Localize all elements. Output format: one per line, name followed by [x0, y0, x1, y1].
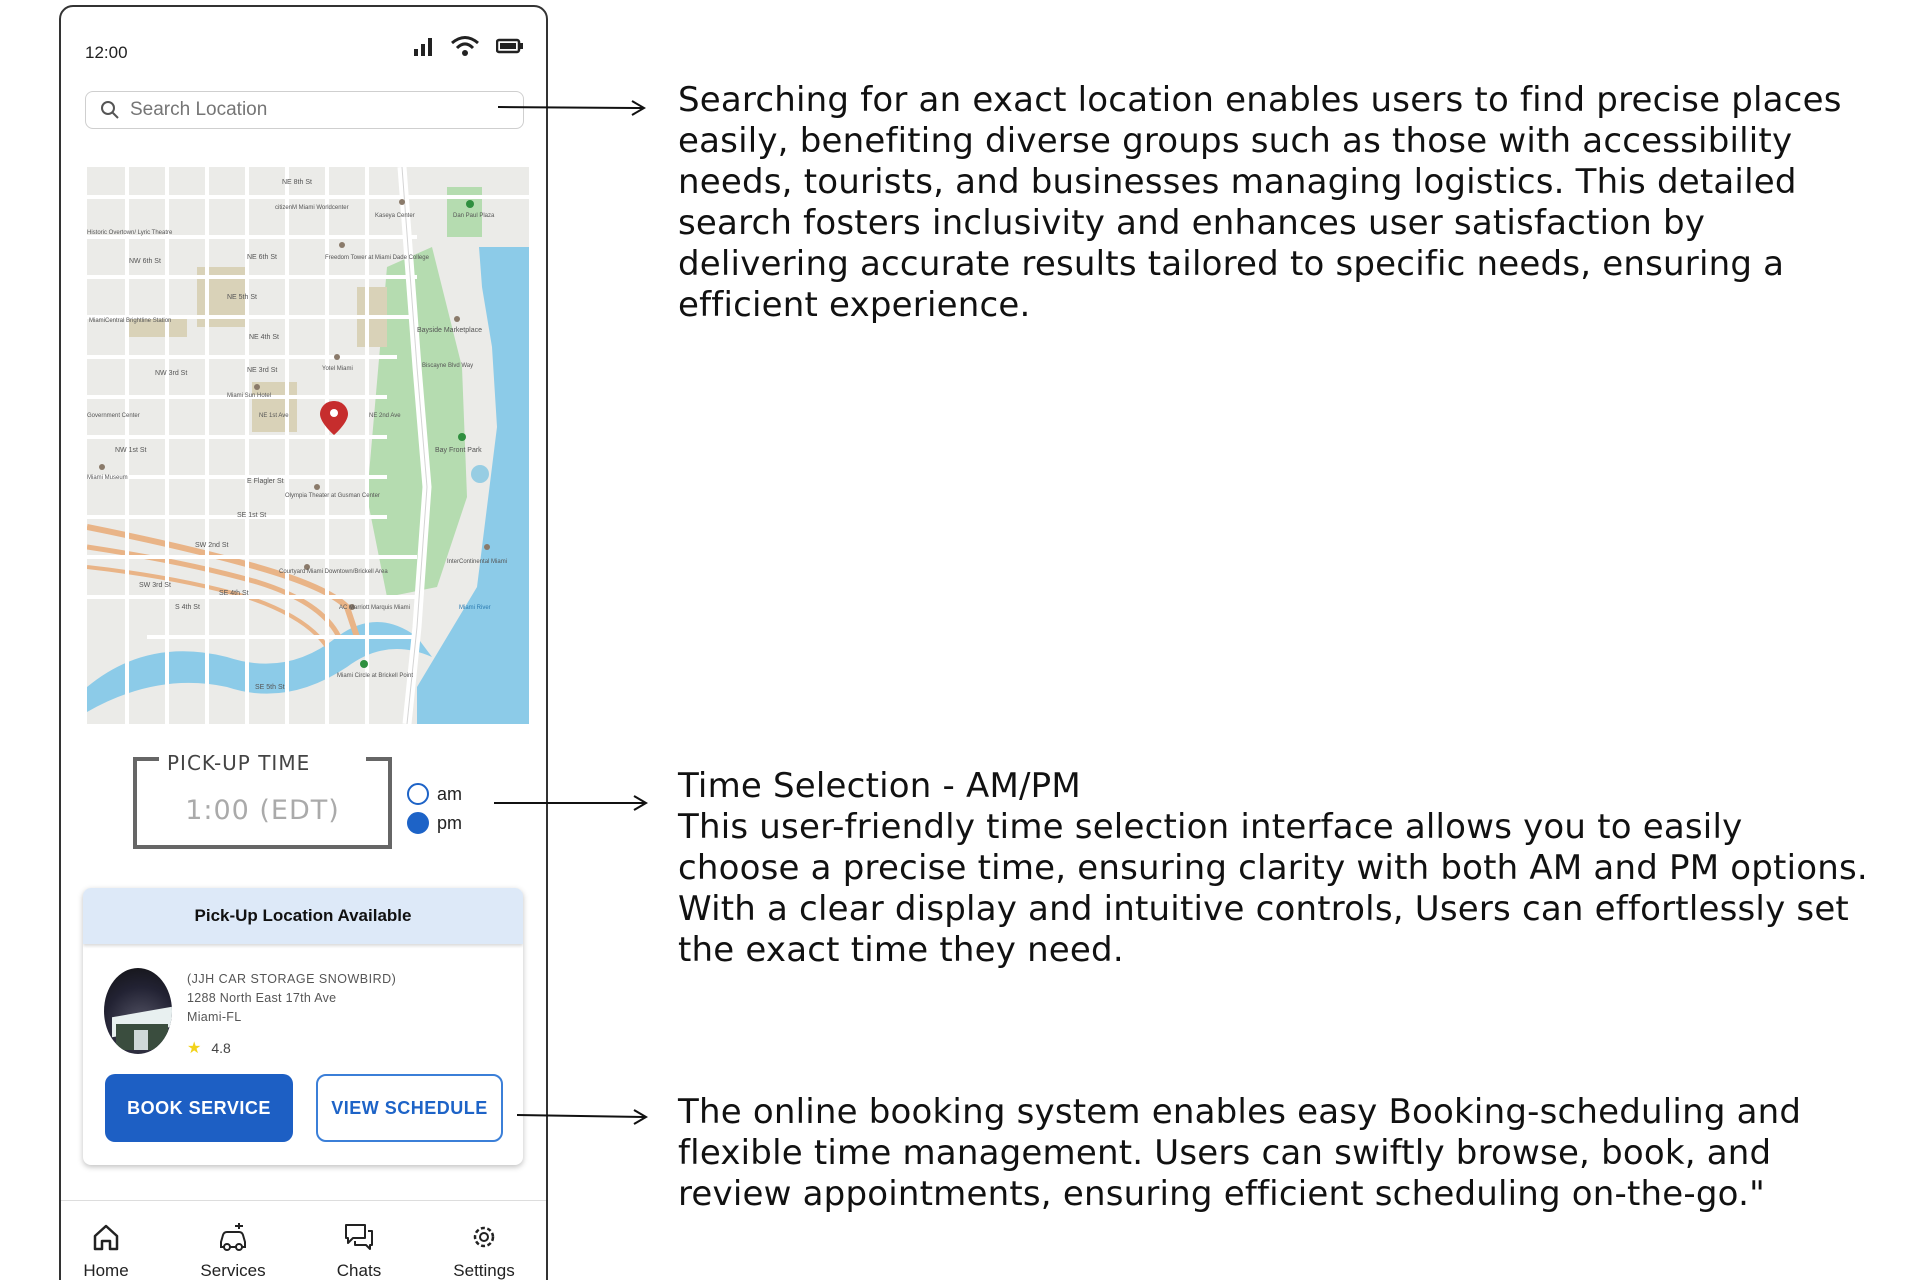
- signal-icon: [412, 35, 434, 57]
- am-label: am: [437, 783, 463, 804]
- annotation-line: search fosters inclusivity and enhances user satisfaction by: [678, 203, 1706, 243]
- arrow-time: [494, 793, 650, 813]
- star-icon: ★: [187, 1040, 202, 1057]
- annotation-search: [678, 80, 1842, 326]
- map-label: Miami River: [459, 605, 491, 611]
- search-input[interactable]: [130, 99, 510, 121]
- annotation-line: The online booking system enables easy Booking-scheduling and: [678, 1092, 1802, 1132]
- location-rating: [187, 1038, 231, 1058]
- nav-settings-label: Settings: [453, 1261, 515, 1280]
- nav-home-label: Home: [83, 1261, 129, 1280]
- map-label: Courtyard Miami Downtown/Brickell Area: [279, 569, 388, 575]
- pm-option[interactable]: [407, 812, 462, 834]
- card-header: Pick-Up Location Available: [83, 888, 523, 944]
- status-time: 12:00: [85, 43, 128, 62]
- arrow-booking: [517, 1107, 650, 1127]
- map-label: NE 1st Ave: [259, 413, 289, 419]
- chat-icon: [343, 1222, 375, 1252]
- rating-value: 4.8: [211, 1040, 231, 1056]
- nav-settings[interactable]: [439, 1217, 529, 1280]
- pickup-time-value[interactable]: 1:00 (EDT): [185, 795, 340, 826]
- annotation-time: [678, 766, 1868, 971]
- pickup-location-card: [83, 888, 523, 1165]
- map-label: NE 5th St: [227, 294, 257, 301]
- map-label: Biscayne Blvd Way: [422, 363, 474, 369]
- view-schedule-button[interactable]: VIEW SCHEDULE: [316, 1074, 503, 1142]
- map-label: MiamiCentral Brightline Station: [89, 318, 172, 324]
- map-label: NW 6th St: [129, 258, 161, 265]
- annotation-line: the exact time they need.: [678, 930, 1124, 970]
- annotation-line: choose a precise time, ensuring clarity with both AM and PM options.: [678, 848, 1868, 888]
- pm-label: pm: [437, 812, 463, 833]
- map-label: Kaseya Center: [375, 213, 415, 219]
- location-avatar: [104, 968, 172, 1054]
- book-service-button[interactable]: BOOK SERVICE: [105, 1074, 293, 1142]
- annotation-line: review appointments, ensuring efficient scheduling on-the-go.": [678, 1174, 1765, 1214]
- map-canvas[interactable]: [87, 167, 529, 724]
- map-label: SW 2nd St: [195, 542, 229, 549]
- map-label: citizenM Miami Worldcenter: [275, 205, 349, 211]
- map-label: Miami Circle at Brickell Point: [337, 673, 414, 679]
- map-label: Olympia Theater at Gusman Center: [285, 493, 380, 499]
- annotation-title: Time Selection - AM/PM: [678, 766, 1081, 806]
- map-label: NW 3rd St: [155, 370, 188, 377]
- pickup-time-label: PICK-UP TIME: [161, 751, 316, 775]
- map-label: NE 3rd St: [247, 367, 278, 374]
- map-label: SE 4th St: [219, 590, 249, 597]
- status-bar: [61, 7, 546, 87]
- map-label: InterContinental Miami: [447, 559, 508, 565]
- annotation-booking: [678, 1092, 1801, 1215]
- search-bar[interactable]: [85, 91, 524, 129]
- annotation-line: efficient experience.: [678, 285, 1031, 325]
- annotation-line: flexible time management. Users can swiftly browse, book, and: [678, 1133, 1772, 1173]
- annotation-line: With a clear display and intuitive controls, Users can effortlessly set: [678, 889, 1849, 929]
- map-label: Yotel Miami: [322, 366, 353, 372]
- nav-divider: [61, 1200, 546, 1201]
- home-icon: [91, 1222, 121, 1252]
- wifi-icon: [450, 35, 480, 57]
- location-address: 1288 North East 17th Ave: [187, 991, 337, 1005]
- map-label: Historic Overtown/ Lyric Theatre: [87, 230, 173, 236]
- map-label: NW 1st St: [115, 447, 147, 454]
- map-label: Government Center: [87, 413, 140, 419]
- nav-chats[interactable]: [314, 1217, 404, 1280]
- map-label: SW 3rd St: [139, 582, 171, 589]
- location-city: Miami-FL: [187, 1010, 242, 1024]
- nav-services[interactable]: [188, 1217, 278, 1280]
- map-label: S 4th St: [175, 604, 200, 611]
- nav-services-label: Services: [200, 1261, 266, 1280]
- battery-icon: [496, 38, 524, 54]
- nav-home[interactable]: [61, 1217, 151, 1280]
- phone-frame: [59, 5, 548, 1280]
- map-label: Miami Sun Hotel: [227, 393, 272, 399]
- am-option[interactable]: [407, 783, 462, 805]
- search-icon: [100, 100, 120, 120]
- map-label: Freedom Tower at Miami Dade College: [325, 255, 429, 261]
- map-label: NE 2nd Ave: [369, 413, 401, 419]
- map-label: Miami Museum: [87, 475, 128, 481]
- map-label: SE 1st St: [237, 512, 267, 519]
- am-radio[interactable]: [407, 783, 429, 805]
- annotation-line: Searching for an exact location enables users to find precise places: [678, 80, 1842, 120]
- map-label: NE 8th St: [282, 179, 312, 186]
- location-name: (JJH CAR STORAGE SNOWBIRD): [187, 972, 397, 986]
- map-label: Bayside Marketplace: [417, 327, 482, 334]
- map-view[interactable]: [87, 167, 529, 724]
- map-label: NE 6th St: [247, 254, 277, 261]
- annotation-line: easily, benefiting diverse groups such as those with accessibility: [678, 121, 1793, 161]
- map-label: E Flagler St: [247, 478, 284, 485]
- gear-icon: [469, 1222, 499, 1252]
- arrow-search: [498, 98, 648, 118]
- annotation-line: This user-friendly time selection interface allows you to easily: [678, 807, 1743, 847]
- status-icons: [412, 35, 524, 57]
- pm-radio[interactable]: [407, 812, 429, 834]
- map-label: SE 5th St: [255, 684, 285, 691]
- map-label: Bay Front Park: [435, 447, 482, 454]
- map-label: Dan Paul Plaza: [453, 213, 495, 219]
- car-icon: [217, 1222, 249, 1252]
- map-label: AC Marriott Marquis Miami: [339, 605, 411, 611]
- map-label: NE 4th St: [249, 334, 279, 341]
- annotation-line: delivering accurate results tailored to specific needs, ensuring a: [678, 244, 1785, 284]
- nav-chats-label: Chats: [336, 1261, 382, 1280]
- annotation-line: needs, tourists, and businesses managing logistics. This detailed: [678, 162, 1797, 202]
